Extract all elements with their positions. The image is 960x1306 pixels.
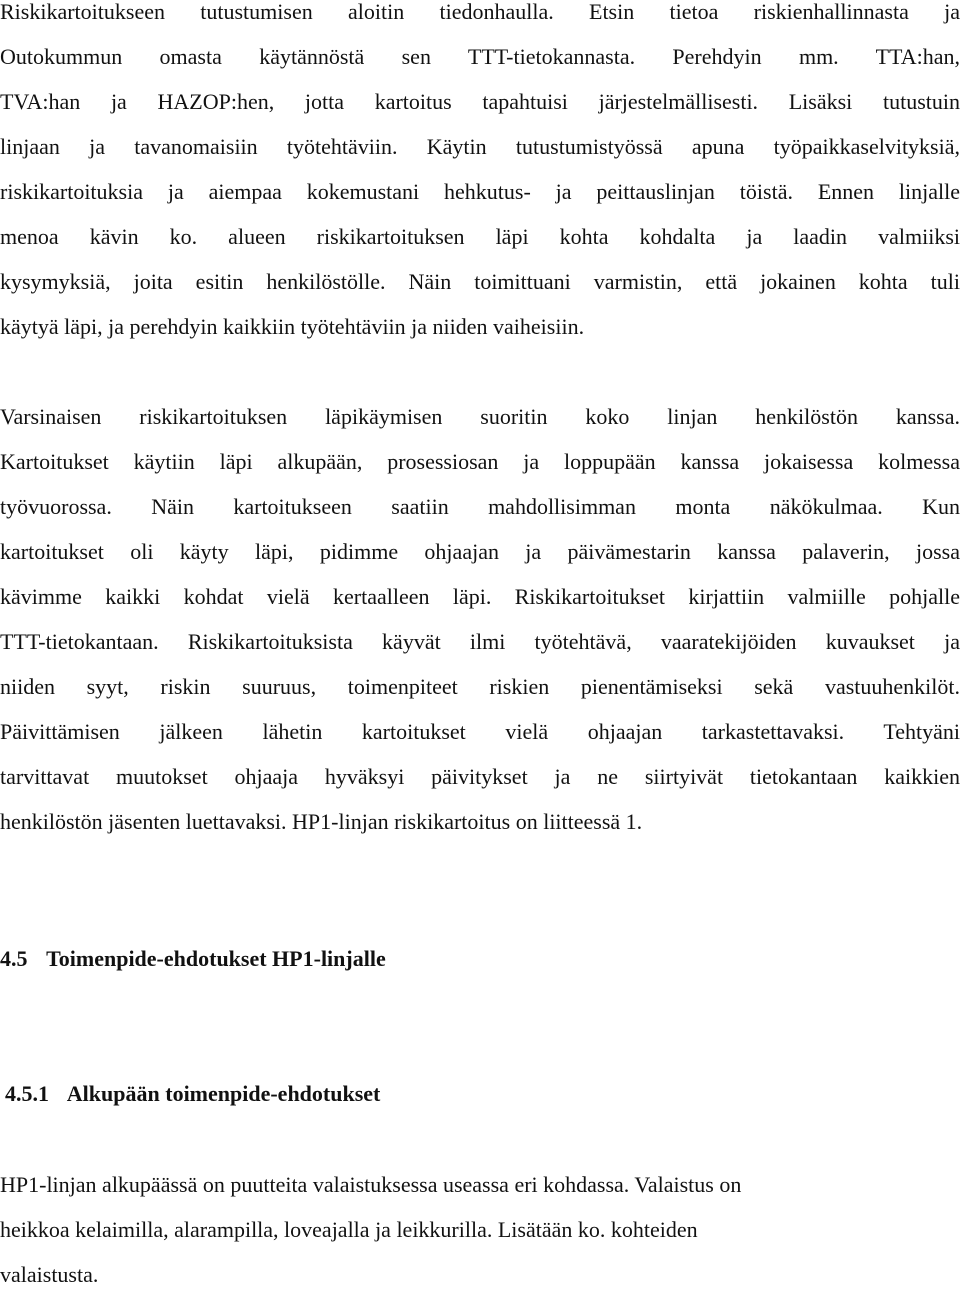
text-line: kysymyksiä, joita esitin henkilöstölle. Näin toimittuani varmistin, että jokainen kohta tuli: [0, 269, 960, 294]
text-line: heikkoa kelaimilla, alarampilla, loveajalla ja leikkurilla. Lisätään ko. kohteiden: [0, 1217, 698, 1242]
text-line: menoa kävin ko. alueen riskikartoituksen läpi kohta kohdalta ja laadin valmiiksi: [0, 224, 960, 249]
text-line: työvuorossa. Näin kartoitukseen saatiin mahdollisimman monta näkökulmaa. Kun: [0, 494, 960, 519]
text-line: kartoitukset oli käyty läpi, pidimme ohjaajan ja päivämestarin kanssa palaverin, jossa: [0, 539, 960, 564]
text-line: valaistusta.: [0, 1262, 99, 1287]
text-line: henkilöstön jäsenten luettavaksi. HP1-linjan riskikartoitus on liitteessä 1.: [0, 809, 643, 834]
text-line: kävimme kaikki kohdat vielä kertaalleen läpi. Riskikartoitukset kirjattiin valmiille pohjalle: [0, 584, 960, 609]
text-line: Kartoitukset käytiin läpi alkupään, prosessiosan ja loppupään kanssa jokaisessa kolmessa: [0, 449, 960, 474]
subsection-heading: [5, 1079, 380, 1109]
section-number: 4.5: [0, 946, 28, 971]
text-line: TTT-tietokantaan. Riskikartoituksista käyvät ilmi työtehtävä, vaaratekijöiden kuvaukset ja: [0, 629, 960, 654]
section-title: Toimenpide-ehdotukset HP1-linjalle: [46, 946, 386, 971]
text-line: Varsinaisen riskikartoituksen läpikäymisen suoritin koko linjan henkilöstön kanssa.: [0, 404, 960, 429]
subsection-title: Alkupään toimenpide-ehdotukset: [66, 1081, 381, 1106]
text-line: TVA:han ja HAZOP:hen, jotta kartoitus tapahtuisi järjestelmällisesti. Lisäksi tutustuin: [0, 89, 960, 114]
text-line: Outokummun omasta käytännöstä sen TTT-tietokannasta. Perehdyin mm. TTA:han,: [0, 44, 960, 69]
text-line: riskikartoituksia ja aiempaa kokemustani hehkutus- ja peittauslinjan töistä. Ennen linjalle: [0, 179, 960, 204]
text-line: tarvittavat muutokset ohjaaja hyväksyi päivitykset ja ne siirtyivät tietokantaan kaikkien: [0, 764, 960, 789]
subsection-number: 4.5.1: [5, 1081, 49, 1106]
text-line: niiden syyt, riskin suuruus, toimenpiteet riskien pienentämiseksi sekä vastuuhenkilöt.: [0, 674, 960, 699]
text-line: HP1-linjan alkupäässä on puutteita valaistuksessa useassa eri kohdassa. Valaistus on: [0, 1172, 742, 1197]
text-line: Riskikartoitukseen tutustumisen aloitin tiedonhaulla. Etsin tietoa riskienhallinnasta ja: [0, 0, 960, 24]
text-line: Päivittämisen jälkeen lähetin kartoitukset vielä ohjaajan tarkastettavaksi. Tehtyäni: [0, 719, 960, 744]
text-line: linjaan ja tavanomaisiin työtehtäviin. Käytin tutustumistyössä apuna työpaikkaselvityksiä,: [0, 134, 960, 159]
section-heading: [0, 944, 386, 974]
text-line: käytyä läpi, ja perehdyin kaikkiin työtehtäviin ja niiden vaiheisiin.: [0, 314, 585, 339]
